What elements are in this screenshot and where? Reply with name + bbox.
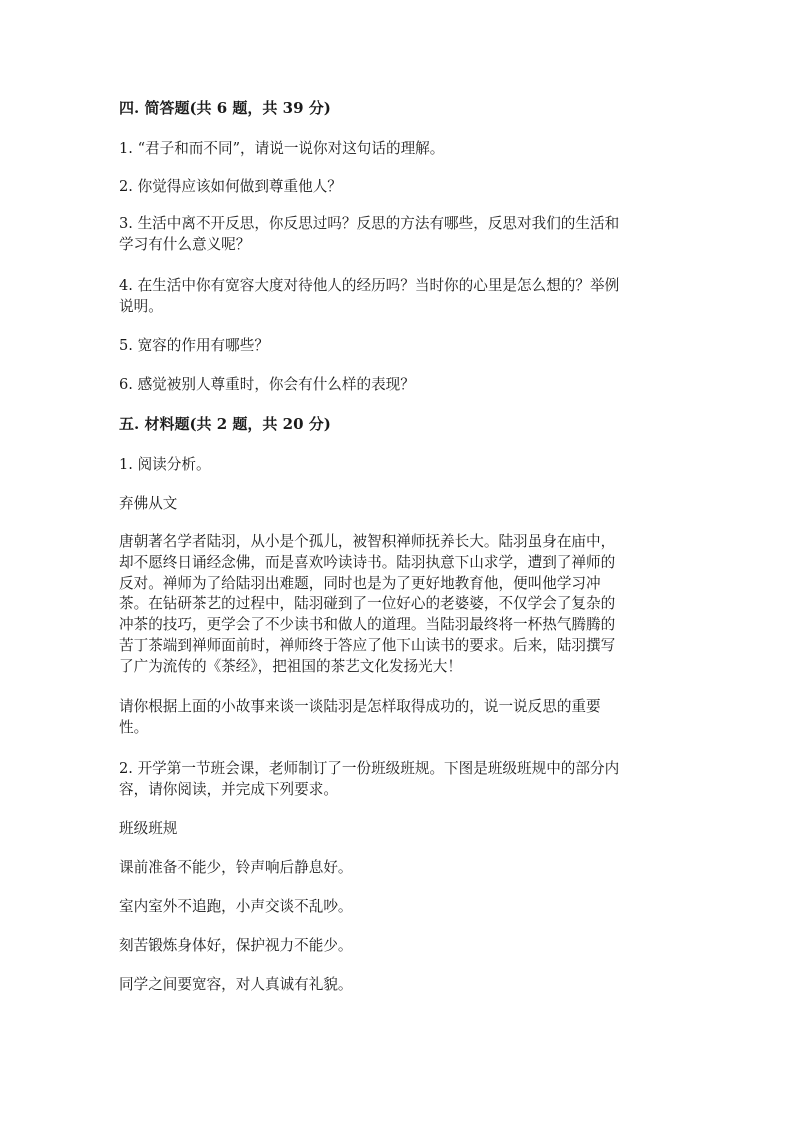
material-1-question-line-2: 性。	[119, 718, 149, 736]
rule-line: 室内室外不追跑，小声交谈不乱吵。	[119, 898, 353, 915]
rule-line: 课前准备不能少，铃声响后静息好。	[119, 859, 353, 876]
question-4-5: 5. 宽容的作用有哪些？	[119, 337, 269, 354]
question-4-4-line-1: 4. 在生活中你有宽容大度对待他人的经历吗？当时你的心里是怎么想的？举例	[119, 277, 620, 294]
question-4-6: 6. 感觉被别人尊重时，你会有什么样的表现？	[119, 376, 415, 393]
question-4-4	[119, 276, 679, 318]
rule-line: 同学之间要宽容，对人真诚有礼貌。	[119, 976, 353, 993]
question-4-3	[119, 214, 679, 256]
material-1-prompt: 1. 阅读分析。	[119, 456, 211, 473]
story-line: 苦丁茶端到禅师面前时，禅师终于答应了他下山读书的要求。后来，陆羽撰写	[119, 636, 616, 654]
story-line: 了广为流传的《茶经》，把祖国的茶艺文化发扬光大！	[119, 657, 462, 675]
material-2-title: 班级班规	[119, 820, 178, 837]
question-4-3-line-1: 3. 生活中离不开反思，你反思过吗？反思的方法有哪些，反思对我们的生活和	[119, 215, 620, 232]
story-line: 却不愿终日诵经念佛，而是喜欢吟读诗书。陆羽执意下山求学，遭到了禅师的	[119, 553, 616, 571]
rule-line: 刻苦锻炼身体好，保护视力不能少。	[119, 937, 353, 954]
section-4-heading: 四. 简答题(共 6 题，共 39 分)	[119, 99, 331, 117]
material-1-title: 弃佛从文	[119, 495, 178, 512]
material-1-story	[119, 532, 679, 678]
question-4-4-line-2: 说明。	[119, 297, 163, 315]
story-line: 反对。禅师为了给陆羽出难题，同时也是为了更好地教育他，便叫他学习冲	[119, 574, 601, 592]
story-line: 冲茶的技巧，更学会了不少读书和做人的道理。当陆羽最终将一杯热气腾腾的	[119, 616, 616, 634]
question-4-1: 1. “君子和而不同”，请说一说你对这句话的理解。	[119, 140, 445, 157]
story-line: 茶。在钻研茶艺的过程中，陆羽碰到了一位好心的老婆婆，不仅学会了复杂的	[119, 595, 616, 613]
material-2-prompt-line-2: 容，请你阅读，并完成下列要求。	[119, 780, 338, 798]
question-4-2: 2. 你觉得应该如何做到尊重他人？	[119, 178, 342, 195]
section-5-heading: 五. 材料题(共 2 题，共 20 分)	[119, 415, 331, 433]
material-2-prompt-line-1: 2. 开学第一节班会课，老师制订了一份班级班规。下图是班级班规中的部分内	[119, 760, 620, 777]
material-1-question	[119, 697, 679, 739]
story-line: 唐朝著名学者陆羽，从小是个孤儿，被智积禅师抚养长大。陆羽虽身在庙中，	[119, 533, 616, 550]
question-4-3-line-2: 学习有什么意义呢？	[119, 235, 251, 253]
material-1-question-line-1: 请你根据上面的小故事来谈一谈陆羽是怎样取得成功的，说一说反思的重要	[119, 698, 601, 715]
material-2-prompt	[119, 759, 679, 801]
